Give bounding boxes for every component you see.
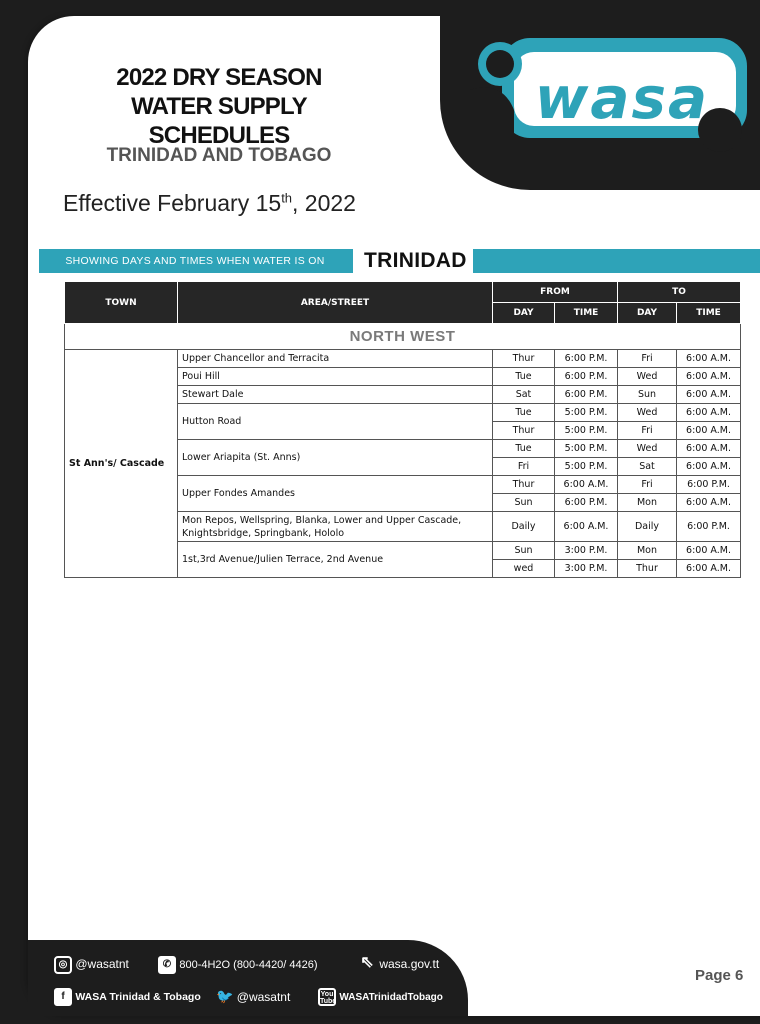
from-day-cell: Daily <box>493 512 555 542</box>
to-time-cell: 6:00 A.M. <box>677 542 741 560</box>
youtube-channel: WASATrinidadTobago <box>339 992 443 1004</box>
from-time-cell: 6:00 A.M. <box>555 512 618 542</box>
title-line-2: WATER SUPPLY SCHEDULES <box>131 93 307 149</box>
effective-sup: th <box>281 190 293 206</box>
header-to-time: TIME <box>677 303 741 324</box>
footer-instagram[interactable] <box>54 956 129 974</box>
from-day-cell: Tue <box>493 404 555 422</box>
header-town: TOWN <box>65 282 178 324</box>
from-day-cell: wed <box>493 560 555 578</box>
town-cell: St Ann's/ Cascade <box>65 350 178 578</box>
to-day-cell: Sat <box>618 458 677 476</box>
from-day-cell: Tue <box>493 440 555 458</box>
page-number: Page 6 <box>695 967 744 984</box>
to-day-cell: Wed <box>618 368 677 386</box>
area-cell: Stewart Dale <box>178 386 493 404</box>
to-day-cell: Wed <box>618 440 677 458</box>
from-day-cell: Sun <box>493 542 555 560</box>
area-cell: Upper Fondes Amandes <box>178 476 493 512</box>
title-line-1: 2022 DRY SEASON <box>116 64 322 91</box>
band-caption: SHOWING DAYS AND TIMES WHEN WATER IS ON <box>65 255 325 267</box>
twitter-icon: 🐦 <box>216 988 234 1004</box>
to-day-cell: Fri <box>618 350 677 368</box>
to-day-cell: Daily <box>618 512 677 542</box>
to-day-cell: Sun <box>618 386 677 404</box>
to-time-cell: 6:00 A.M. <box>677 458 741 476</box>
from-day-cell: Tue <box>493 368 555 386</box>
to-time-cell: 6:00 P.M. <box>677 512 741 542</box>
twitter-handle: @wasatnt <box>236 990 291 1004</box>
to-time-cell: 6:00 A.M. <box>677 350 741 368</box>
area-cell: Hutton Road <box>178 404 493 440</box>
document-subtitle: TRINIDAD AND TOBAGO <box>106 145 332 166</box>
from-time-cell: 6:00 P.M. <box>555 494 618 512</box>
header-to: TO <box>618 282 741 303</box>
area-cell: Poui Hill <box>178 368 493 386</box>
to-time-cell: 6:00 A.M. <box>677 368 741 386</box>
footer-website[interactable] <box>358 956 439 974</box>
header-from-day: DAY <box>493 303 555 324</box>
from-time-cell: 5:00 P.M. <box>555 458 618 476</box>
from-time-cell: 6:00 A.M. <box>555 476 618 494</box>
to-day-cell: Thur <box>618 560 677 578</box>
footer-facebook[interactable] <box>54 988 201 1006</box>
from-time-cell: 5:00 P.M. <box>555 422 618 440</box>
area-cell: 1st,3rd Avenue/Julien Terrace, 2nd Avenue <box>178 542 493 578</box>
from-day-cell: Thur <box>493 422 555 440</box>
effective-date <box>63 190 356 217</box>
to-time-cell: 6:00 A.M. <box>677 404 741 422</box>
cursor-icon: ⇖ <box>360 954 374 971</box>
header-area: AREA/STREET <box>178 282 493 324</box>
footer-phone[interactable] <box>158 956 318 974</box>
to-time-cell: 6:00 A.M. <box>677 422 741 440</box>
from-time-cell: 5:00 P.M. <box>555 404 618 422</box>
footer-twitter[interactable] <box>216 988 290 1005</box>
instagram-handle: @wasatnt <box>75 957 129 972</box>
region-heading: NORTH WEST <box>65 324 741 350</box>
to-time-cell: 6:00 P.M. <box>677 476 741 494</box>
section-title: TRINIDAD <box>364 249 467 272</box>
to-time-cell: 6:00 A.M. <box>677 494 741 512</box>
from-day-cell: Sat <box>493 386 555 404</box>
to-day-cell: Mon <box>618 542 677 560</box>
wasa-logo <box>462 30 760 180</box>
to-time-cell: 6:00 A.M. <box>677 386 741 404</box>
from-time-cell: 3:00 P.M. <box>555 560 618 578</box>
effective-suffix: , 2022 <box>292 190 356 216</box>
from-time-cell: 6:00 P.M. <box>555 350 618 368</box>
header-from: FROM <box>493 282 618 303</box>
from-time-cell: 6:00 P.M. <box>555 368 618 386</box>
website-url: wasa.gov.tt <box>379 957 440 972</box>
effective-prefix: Effective February 15 <box>63 190 282 216</box>
to-day-cell: Mon <box>618 494 677 512</box>
logo-text: wasa <box>534 64 710 132</box>
to-day-cell: Fri <box>618 476 677 494</box>
instagram-icon: ◎ <box>54 956 72 974</box>
from-day-cell: Fri <box>493 458 555 476</box>
to-day-cell: Fri <box>618 422 677 440</box>
from-time-cell: 6:00 P.M. <box>555 386 618 404</box>
table-row <box>65 350 741 368</box>
schedule-table <box>64 281 741 578</box>
from-day-cell: Sun <box>493 494 555 512</box>
to-time-cell: 6:00 A.M. <box>677 440 741 458</box>
facebook-name: WASA Trinidad & Tobago <box>75 991 201 1004</box>
from-time-cell: 5:00 P.M. <box>555 440 618 458</box>
to-time-cell: 6:00 A.M. <box>677 560 741 578</box>
header-from-time: TIME <box>555 303 618 324</box>
area-cell: Lower Ariapita (St. Anns) <box>178 440 493 476</box>
from-day-cell: Thur <box>493 476 555 494</box>
phone-icon: ✆ <box>158 956 176 974</box>
area-cell: Upper Chancellor and Terracita <box>178 350 493 368</box>
header-to-day: DAY <box>618 303 677 324</box>
youtube-icon: You Tube <box>318 988 336 1006</box>
phone-number: 800-4H2O (800-4420/ 4426) <box>179 959 318 972</box>
to-day-cell: Wed <box>618 404 677 422</box>
from-day-cell: Thur <box>493 350 555 368</box>
facebook-icon: f <box>54 988 72 1006</box>
footer-youtube[interactable] <box>318 988 443 1006</box>
from-time-cell: 3:00 P.M. <box>555 542 618 560</box>
document-title <box>60 63 378 150</box>
area-cell: Mon Repos, Wellspring, Blanka, Lower and Upper Cascade, Knightsbridge, Springbank, Hololo <box>178 512 493 542</box>
